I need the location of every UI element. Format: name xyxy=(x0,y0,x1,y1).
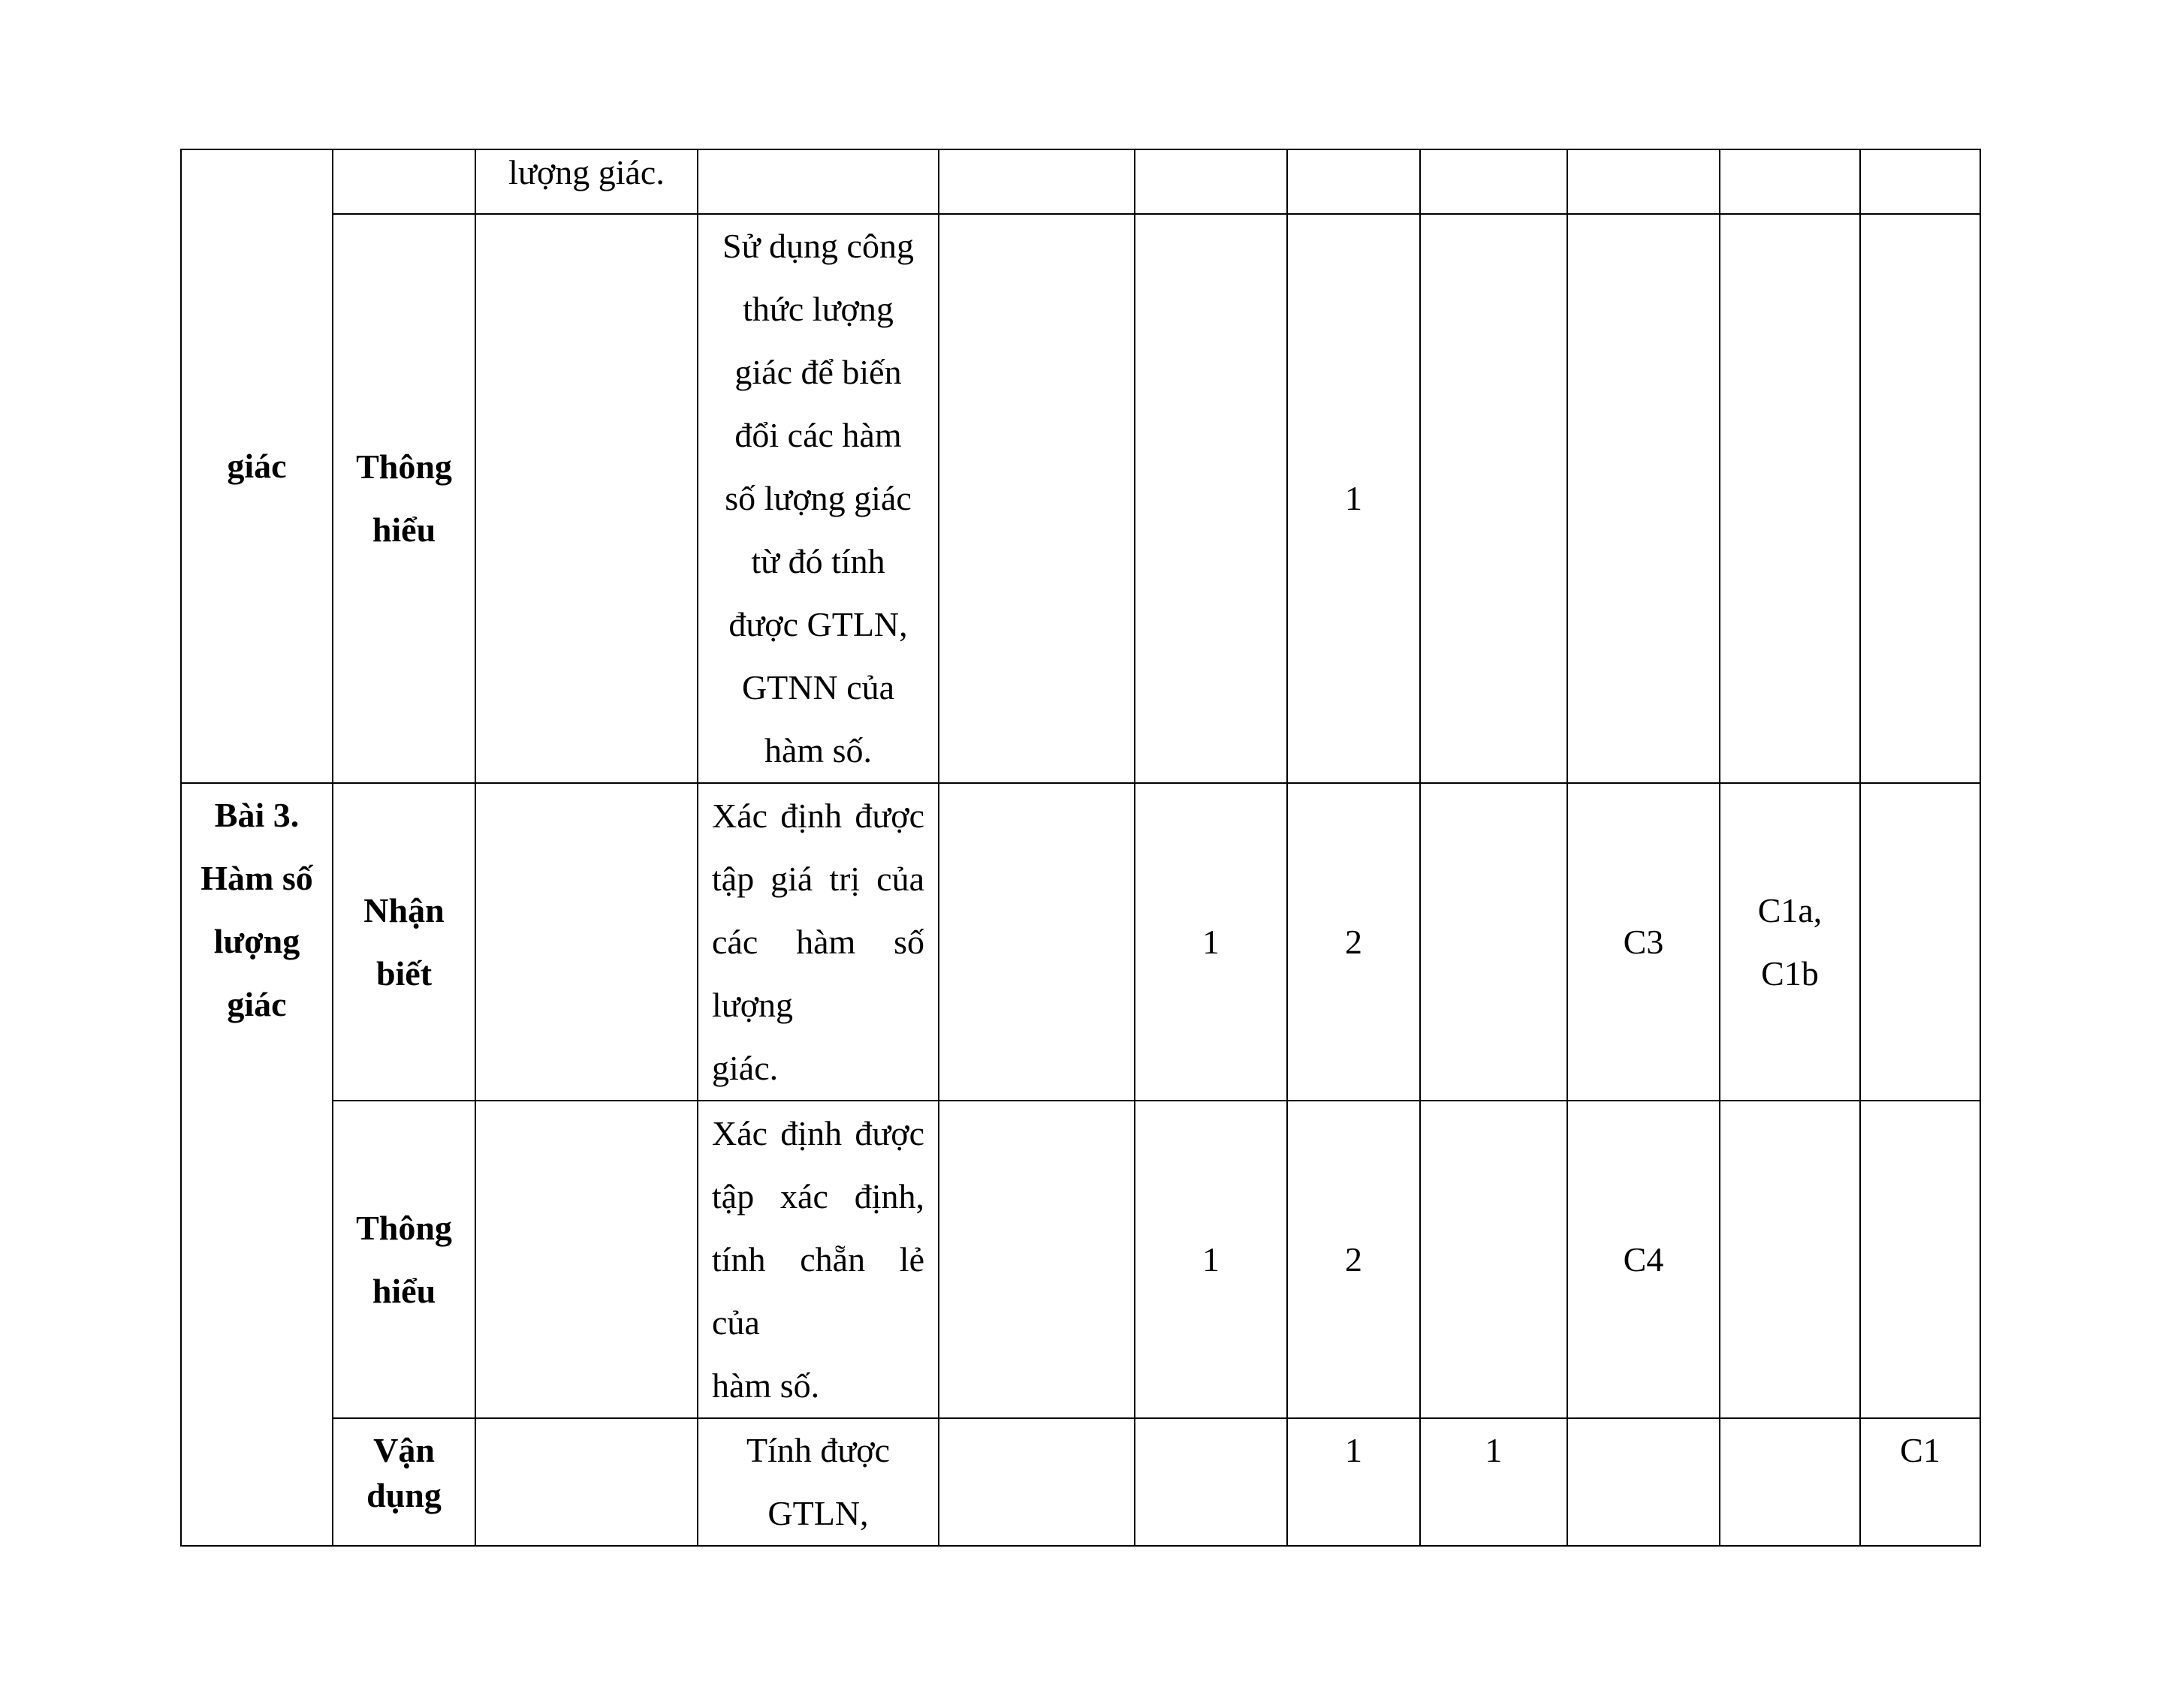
question-cell xyxy=(1860,149,1980,214)
count-cell xyxy=(1135,214,1287,783)
count-cell xyxy=(939,783,1135,1101)
requirement-line: được GTLN, xyxy=(728,605,908,643)
count-cell xyxy=(1420,783,1567,1101)
question-ref: C1a, xyxy=(1757,890,1823,929)
table-row xyxy=(181,149,1980,214)
question-cell xyxy=(1720,1101,1860,1418)
requirement-line: hàm số. xyxy=(712,1366,820,1405)
question-ref: C1b xyxy=(1761,953,1819,993)
count-cell xyxy=(939,1101,1135,1418)
requirement-cell xyxy=(698,1101,939,1418)
level-cell xyxy=(333,1101,475,1418)
requirement-line: Sử dụng công xyxy=(722,227,914,265)
question-cell xyxy=(1860,1101,1980,1418)
level-text: Thông xyxy=(356,1208,452,1247)
level-text: biết xyxy=(375,953,433,993)
question-cell xyxy=(1720,1418,1860,1546)
count-cell: 1 xyxy=(1135,783,1287,1101)
requirement-line: hàm số. xyxy=(764,731,873,770)
count-cell: 1 xyxy=(1287,1418,1420,1546)
table-row xyxy=(181,1101,1980,1418)
requirement-line: GTNN của xyxy=(741,668,895,706)
level-cell xyxy=(333,149,475,214)
question-cell xyxy=(1860,214,1980,783)
level-text: Vận xyxy=(373,1431,435,1469)
topic-cell xyxy=(181,783,333,1546)
table-row xyxy=(181,783,1980,1101)
level-cell xyxy=(333,1418,475,1546)
requirement-cell xyxy=(698,1418,939,1546)
content-text: lượng giác. xyxy=(508,153,665,191)
requirement-cell xyxy=(698,149,939,214)
count-cell xyxy=(1135,1418,1287,1546)
question-cell: C4 xyxy=(1567,1101,1720,1418)
question-cell xyxy=(1567,149,1720,214)
requirement-line: định, tính xyxy=(712,1176,924,1279)
requirement-line: số lượng giác xyxy=(725,479,912,517)
count-cell xyxy=(939,214,1135,783)
requirement-cell xyxy=(698,214,939,783)
requirement-line: hàm số lượng xyxy=(712,922,924,1024)
count-cell: 1 xyxy=(1287,214,1420,783)
question-cell: C1 xyxy=(1860,1418,1980,1546)
count-cell xyxy=(1420,1101,1567,1418)
requirement-line: thức lượng xyxy=(743,290,894,328)
content-cell xyxy=(475,1418,698,1546)
level-text: Nhận xyxy=(363,890,445,929)
level-text: hiểu xyxy=(372,1271,436,1310)
question-cell xyxy=(1567,1418,1720,1546)
requirement-line: chẵn lẻ của xyxy=(712,1240,924,1342)
requirement-line: được tập giá xyxy=(712,796,924,898)
question-cell xyxy=(1567,214,1720,783)
requirement-line: từ đó tính xyxy=(751,542,885,580)
table-row xyxy=(181,214,1980,783)
count-cell xyxy=(1287,149,1420,214)
content-cell xyxy=(475,1101,698,1418)
count-cell: 2 xyxy=(1287,783,1420,1101)
assessment-matrix-table xyxy=(180,149,1981,1547)
requirement-line: giác. xyxy=(712,1048,779,1087)
question-cell xyxy=(1720,149,1860,214)
requirement-line: GTLN, xyxy=(767,1494,869,1532)
topic-cell xyxy=(181,149,333,783)
topic-text: Hàm số xyxy=(201,859,313,897)
topic-text: giác xyxy=(227,447,287,485)
count-cell xyxy=(1420,214,1567,783)
requirement-line: trị của các xyxy=(712,859,924,961)
level-cell xyxy=(333,783,475,1101)
requirement-line: Tính được xyxy=(746,1431,891,1469)
count-cell xyxy=(939,1418,1135,1546)
count-cell: 1 xyxy=(1135,1101,1287,1418)
topic-text: giác xyxy=(227,985,287,1023)
level-text: hiểu xyxy=(372,511,436,549)
requirement-line: đổi các hàm xyxy=(734,416,902,454)
question-cell: C3 xyxy=(1567,783,1720,1101)
question-cell xyxy=(1720,783,1860,1101)
count-cell: 2 xyxy=(1287,1101,1420,1418)
table-row xyxy=(181,1418,1980,1546)
question-cell xyxy=(1720,214,1860,783)
requirement-cell xyxy=(698,783,939,1101)
content-cell xyxy=(475,214,698,783)
count-cell xyxy=(1135,149,1287,214)
count-cell: 1 xyxy=(1420,1418,1567,1546)
requirement-line: giác để biến xyxy=(734,353,902,391)
question-cell xyxy=(1860,783,1980,1101)
level-text: Thông xyxy=(356,447,452,486)
topic-text: lượng xyxy=(213,922,300,960)
level-text: dụng xyxy=(366,1476,442,1514)
topic-text: Bài 3. xyxy=(214,796,300,834)
requirement-line: được tập xác xyxy=(712,1113,924,1215)
content-cell xyxy=(475,149,698,214)
count-cell xyxy=(1420,149,1567,214)
level-cell xyxy=(333,214,475,783)
requirement-line: Xác định xyxy=(712,1113,843,1152)
content-cell xyxy=(475,783,698,1101)
count-cell xyxy=(939,149,1135,214)
requirement-line: Xác định xyxy=(712,796,843,835)
